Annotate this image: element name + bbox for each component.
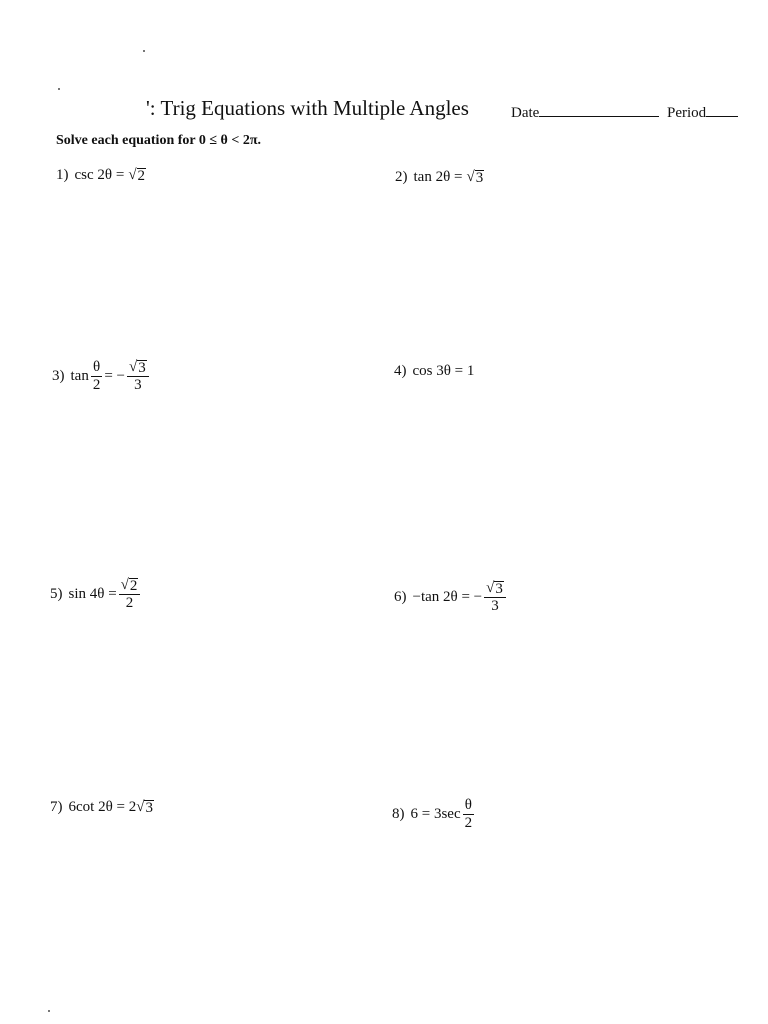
problem-number: 1) [56, 167, 69, 183]
scan-speck [143, 50, 145, 52]
problem-number: 6) [394, 589, 407, 605]
radicand: 3 [145, 800, 153, 816]
radicand: 2 [129, 578, 138, 594]
radicand: 3 [475, 170, 484, 186]
problem-number: 3) [52, 368, 65, 384]
fraction-numerator: θ [92, 359, 101, 375]
problem-1 [56, 167, 146, 184]
period-field [667, 104, 738, 122]
radicand: 2 [137, 168, 146, 184]
radicand: 3 [495, 581, 503, 597]
problem-number: 8) [392, 806, 405, 822]
fraction-denominator: 2 [125, 595, 134, 611]
problem-3 [52, 359, 151, 394]
problem-number: 2) [395, 169, 408, 185]
radical-sign: √ [136, 799, 145, 815]
equation-lhs: 6 = 3sec [410, 806, 461, 822]
equation-lhs: 6cot 2θ = 2 [68, 799, 137, 815]
problem-7 [50, 799, 154, 816]
angle-fraction [463, 797, 475, 832]
equation-lhs: csc 2θ = [74, 167, 125, 183]
square-root: √ 3 [129, 359, 146, 376]
problem-8 [392, 797, 476, 832]
equation-lhs: sin 4θ = [68, 586, 117, 602]
fraction-denominator: 2 [92, 377, 101, 393]
equation-lhs: tan 2θ = [413, 169, 463, 185]
worksheet-title: ': Trig Equations with Multiple Angles [146, 96, 469, 120]
problem-number: 4) [394, 363, 407, 379]
period-blank [706, 104, 738, 117]
period-label: Period [667, 105, 707, 121]
date-blank [539, 104, 659, 117]
square-root [466, 169, 484, 186]
rhs-fraction [484, 580, 506, 615]
rhs-fraction [127, 359, 149, 394]
scan-speck [48, 1010, 50, 1012]
equation: cos 3θ = 1 [412, 363, 475, 379]
equation-lhs: −tan 2θ = − [412, 589, 483, 605]
fraction-numerator [119, 577, 141, 595]
square-root: √ 3 [486, 580, 503, 597]
radicand: 3 [138, 360, 146, 376]
problem-5 [50, 577, 142, 612]
problem-2 [395, 169, 484, 186]
fraction-denominator: 3 [491, 598, 499, 614]
angle-fraction [91, 359, 103, 394]
equals-sign: = − [104, 368, 125, 384]
square-root [128, 167, 146, 184]
problem-number: 7) [50, 799, 63, 815]
radical-sign: √ [466, 169, 475, 185]
fraction-numerator: θ [464, 797, 472, 813]
scan-speck [58, 88, 60, 90]
fraction-denominator: 3 [134, 377, 142, 393]
problem-4 [394, 363, 474, 380]
fraction-numerator [484, 580, 506, 598]
fraction-denominator: 2 [464, 815, 473, 831]
function-name: tan [70, 368, 89, 384]
radical-sign: √ [128, 167, 137, 183]
square-root [136, 799, 154, 816]
rhs-fraction [119, 577, 141, 612]
problem-6 [394, 580, 508, 615]
date-label: Date [511, 105, 540, 121]
problem-number: 5) [50, 586, 63, 602]
date-field [511, 104, 659, 122]
square-root: √ 2 [120, 577, 138, 594]
fraction-numerator [127, 359, 149, 377]
instructions: Solve each equation for 0 ≤ θ < 2π. [56, 133, 261, 148]
